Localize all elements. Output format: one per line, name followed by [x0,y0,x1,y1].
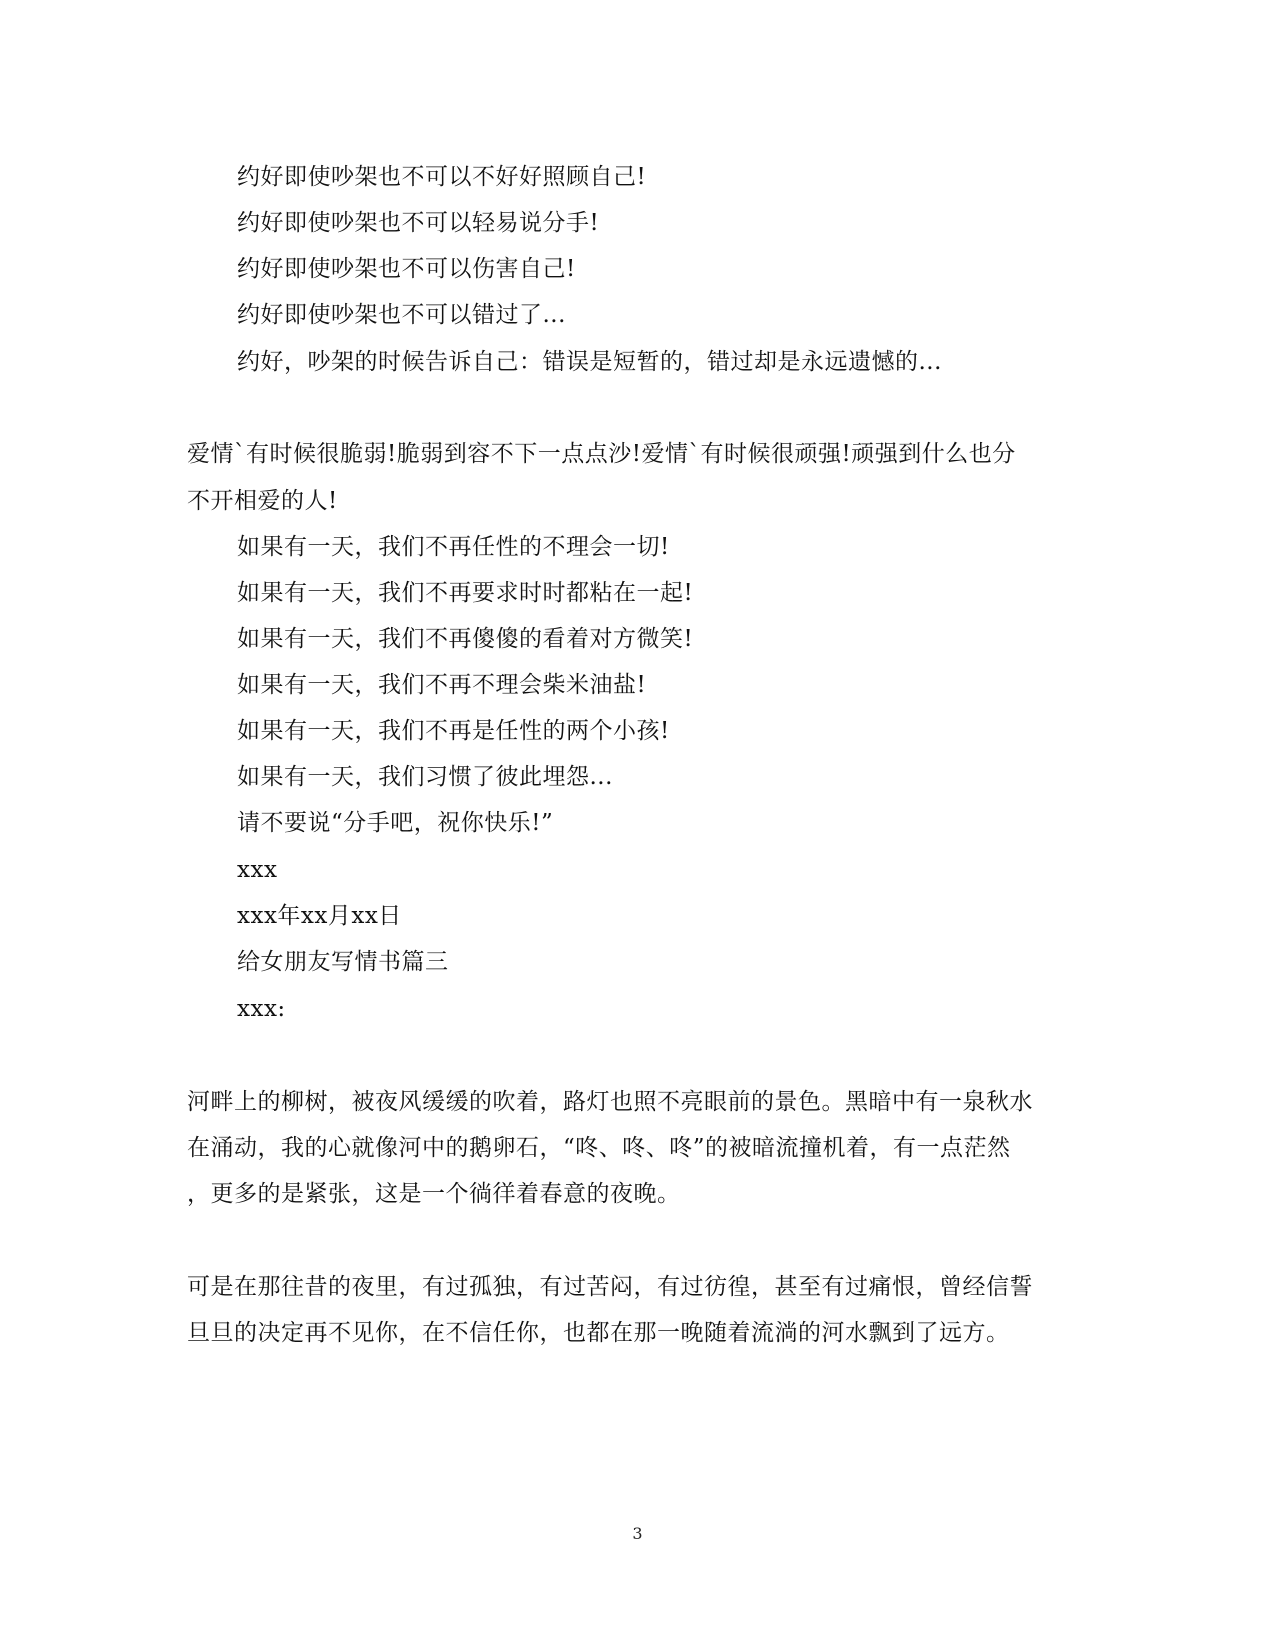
stanza2-line-5: 如果有一天，我们不再是任性的两个小孩! [237,718,670,744]
stanza2-line-4: 如果有一天，我们不再不理会柴米油盐! [237,672,647,698]
paragraph1-line-1: 爱情`有时候很脆弱!脆弱到容不下一点点沙!爱情`有时候很顽强!顽强到什么也分 [187,441,1016,467]
salutation: xxx: [237,996,286,1022]
paragraph3-line-1: 可是在那往昔的夜里，有过孤独，有过苦闷，有过彷徨，甚至有过痛恨，曾经信誓 [187,1274,1033,1300]
stanza2-line-7: 请不要说“分手吧，祝你快乐!” [237,810,554,836]
paragraph3-line-2: 旦旦的决定再不见你，在不信任你，也都在那一晚随着流淌的河水飘到了远方。 [187,1320,1010,1346]
stanza2-line-6: 如果有一天，我们习惯了彼此埋怨... [237,764,613,790]
stanza2-line-3: 如果有一天，我们不再傻傻的看着对方微笑! [237,626,694,652]
stanza1-line-1: 约好即使吵架也不可以不好好照顾自己! [237,164,647,190]
signature-name: xxx [237,857,278,883]
paragraph2-line-1: 河畔上的柳树，被夜风缓缓的吹着，路灯也照不亮眼前的景色。黑暗中有一泉秋水 [187,1089,1033,1115]
stanza1-line-4: 约好即使吵架也不可以错过了... [237,302,566,328]
paragraph1-line-2: 不开相爱的人! [187,488,338,514]
section-title: 给女朋友写情书篇三 [237,949,449,975]
stanza2-line-1: 如果有一天，我们不再任性的不理会一切! [237,534,670,560]
signature-date: xxx年xx月xx日 [237,903,402,929]
stanza1-line-2: 约好即使吵架也不可以轻易说分手! [237,210,600,236]
paragraph2-line-3: ，更多的是紧张，这是一个徜徉着春意的夜晚。 [187,1181,681,1207]
stanza1-line-3: 约好即使吵架也不可以伤害自己! [237,256,576,282]
page-number: 3 [632,1524,643,1543]
stanza2-line-2: 如果有一天，我们不再要求时时都粘在一起! [237,580,694,606]
stanza1-line-5: 约好，吵架的时候告诉自己：错误是短暂的，错过却是永远遗憾的... [237,349,942,375]
paragraph2-line-2: 在涌动，我的心就像河中的鹅卵石，“咚、咚、咚”的被暗流撞机着，有一点茫然 [187,1135,1011,1161]
